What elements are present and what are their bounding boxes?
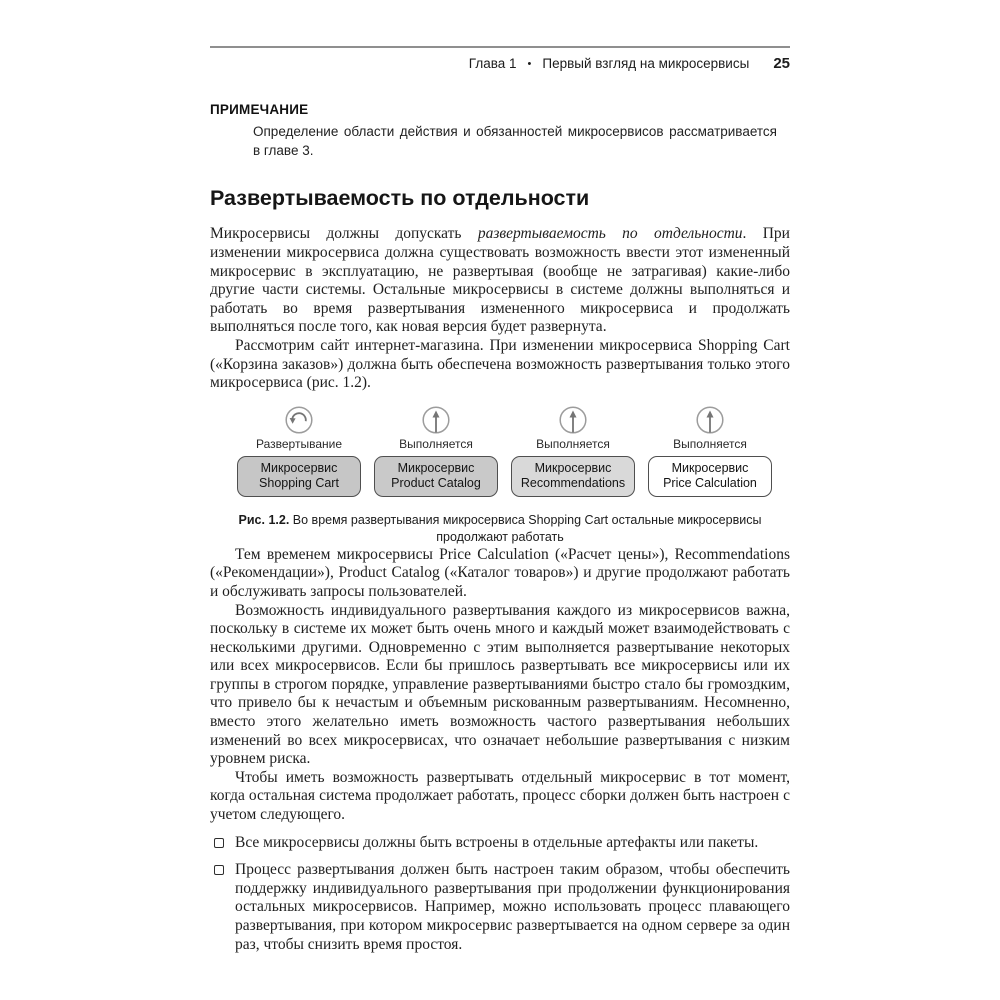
figure-column-price-calculation — [648, 405, 772, 497]
list-item-text: Процесс развертывания должен быть настроен таким образом, чтобы обеспечить поддержку индивидуального развертывания при продолжении функционирования остальных микросервисов. Например, можно использовать процесс плавающего развертывания, при котором микросервис развертывается на одном сервере за один раз, чтобы снизить время простоя. — [235, 861, 790, 953]
up-arrow-icon — [511, 405, 635, 435]
italic-term: развертываемость по отдельности — [477, 225, 743, 243]
status-label: Выполняется — [536, 436, 610, 451]
box-line2: Price Calculation — [663, 475, 757, 490]
bullet-square-icon — [214, 838, 224, 848]
figure-caption-text: Во время развертывания микросервиса Shopping Cart остальные микросервисы продолжают работать — [289, 512, 762, 544]
list-item — [210, 834, 790, 853]
paragraph-individual-deploy: Возможность индивидуального развертывания каждого из микросервисов важна, поскольку в системе их может быть очень много и каждый может взаимодействовать с несколькими другими. Одновременно с этим выполняется развертывание некоторых или всех микросервисов. Если бы пришлось развертывать все микросервисы или их группы в строгом порядке, управление развертываниями быстро стало бы громоздким, что привело бы к нечастым и объемным рискованным развертываниям. Несомненно, вместо этого желательно иметь возможность частого развертывания небольших изменений во всех микросервисах, что означает небольшие развертывания с низким уровнем риска. — [210, 601, 790, 768]
paragraph-build-process: Чтобы иметь возможность развертывать отдельный микросервис в тот момент, когда остальная система продолжает работать, процесс сборки должен быть настроен с учетом следующего. — [210, 768, 790, 824]
box-line2: Shopping Cart — [259, 475, 339, 490]
up-arrow-icon — [374, 405, 498, 435]
figure-column-product-catalog — [374, 405, 498, 497]
box-line1: Микросервис — [397, 460, 475, 475]
box-line1: Микросервис — [260, 460, 338, 475]
box-line2: Product Catalog — [391, 475, 481, 490]
box-line2: Recommendations — [520, 475, 626, 490]
box-line1: Микросервис — [671, 460, 749, 475]
paragraph-text: Микросервисы должны допускать — [210, 225, 478, 243]
page-number: 25 — [773, 55, 790, 72]
up-arrow-icon — [648, 405, 772, 435]
bullet-square-icon — [214, 865, 224, 875]
running-head-title: Первый взгляд на микросервисы — [542, 56, 750, 71]
figure-column-shopping-cart — [237, 405, 361, 497]
deploy-cycle-arrow-icon — [237, 405, 361, 435]
microservice-box-price-calculation — [648, 456, 772, 497]
paragraph-deployability-intro — [210, 225, 790, 337]
note-label: ПРИМЕЧАНИЕ — [210, 102, 309, 117]
chapter-label: Глава 1 — [468, 56, 517, 71]
book-page — [210, 0, 790, 954]
figure-1-2 — [237, 405, 772, 497]
status-label: Выполняется — [673, 436, 747, 451]
box-line1: Микросервис — [534, 460, 612, 475]
figure-caption — [222, 512, 778, 546]
microservice-box-product-catalog — [374, 456, 498, 497]
list-item — [210, 861, 790, 954]
note-text: Определение области действия и обязанностей микросервисов рассматривается в главе 3. — [253, 124, 777, 158]
status-label: Выполняется — [399, 436, 473, 451]
microservice-box-shopping-cart — [237, 456, 361, 497]
figure-column-recommendations — [511, 405, 635, 497]
paragraph-text: . При изменении микросервиса должна существовать возможность ввести этот измененный микросервис в эксплуатацию, не развертывая (вообще не затрагивая) какие-либо другие части системы. Остальные микросервисы в системе должны выполняться и работать во время развертывания измененного микросервиса и продолжать выполняться после того, как новая версия будет развернута. — [210, 225, 790, 336]
paragraph-shop-example: Рассмотрим сайт интернет-магазина. При изменении микросервиса Shopping Cart («Корзина заказов») должна быть обеспечена возможность развертывания только этого микросервиса (рис. 1.2). — [210, 336, 790, 392]
status-label: Развертывание — [255, 436, 342, 451]
running-head — [210, 55, 790, 72]
paragraph-other-services: Тем временем микросервисы Price Calculation («Расчет цены»), Recommendations («Рекомендации»), Product Catalog («Каталог товаров») и другие продолжают работать и обслуживать запросы пользователей. — [210, 545, 790, 600]
note-block — [210, 102, 790, 160]
microservice-box-recommendations — [511, 456, 635, 497]
bullet-separator-icon: • — [527, 58, 532, 70]
section-title: Развертываемость по отдельности — [210, 186, 590, 210]
list-item-text: Все микросервисы должны быть встроены в отдельные артефакты или пакеты. — [235, 833, 759, 851]
header-rule — [210, 46, 790, 48]
figure-caption-label: Рис. 1.2. — [238, 512, 290, 527]
bullet-list — [210, 834, 790, 955]
